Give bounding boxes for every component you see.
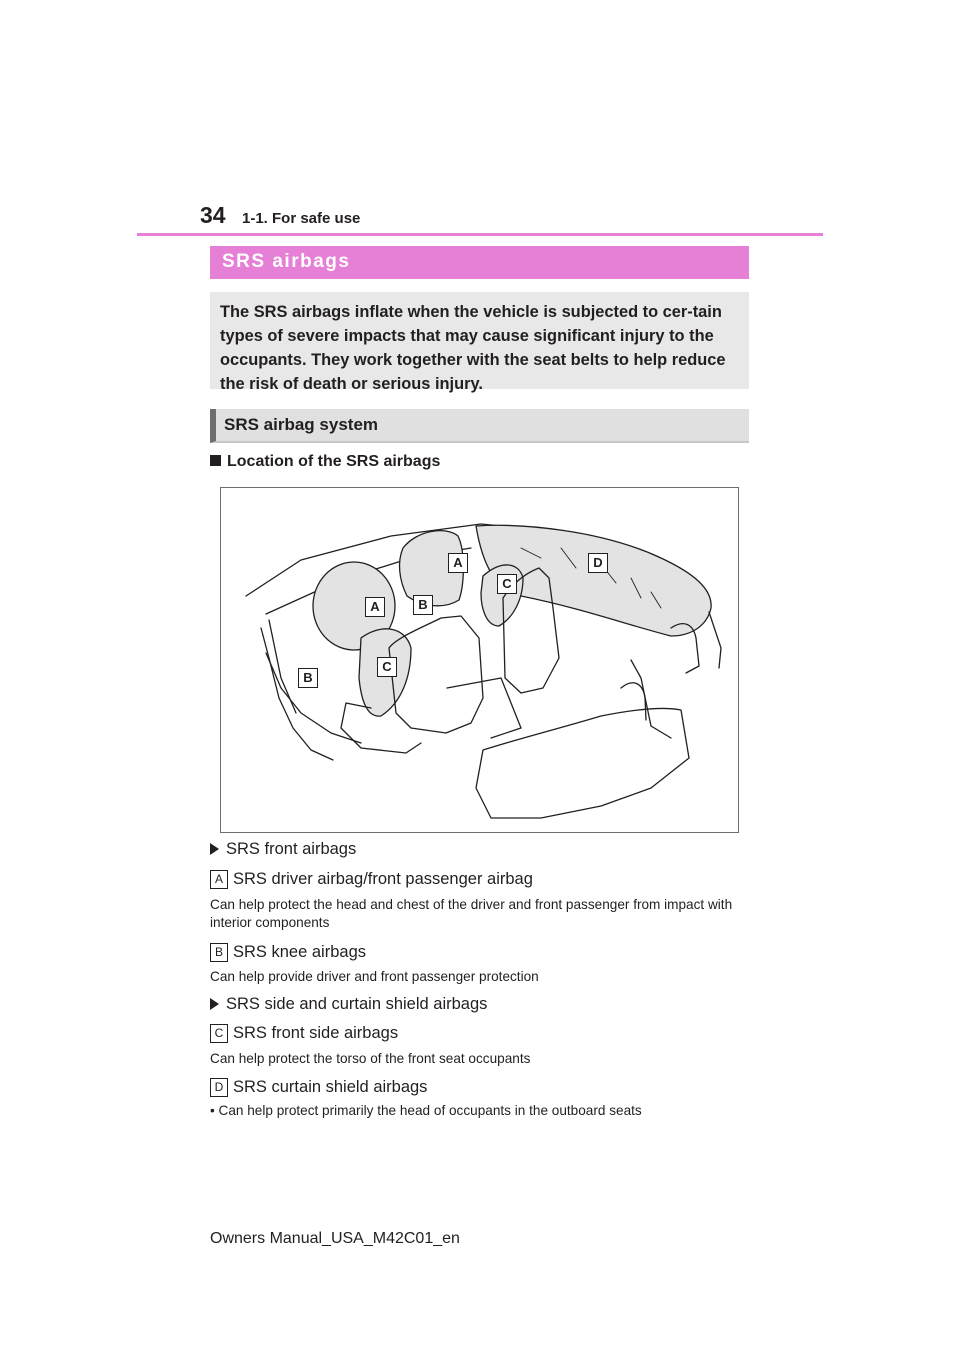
callout-b-passenger: B <box>413 595 433 615</box>
group-heading-text: SRS side and curtain shield airbags <box>226 995 488 1013</box>
location-heading <box>210 453 440 471</box>
triangle-bullet-icon <box>210 843 219 855</box>
group-heading-text: SRS front airbags <box>226 840 357 858</box>
title-bar <box>210 246 749 279</box>
callout-d-curtain: D <box>588 553 608 573</box>
item-a-description: Can help protect the head and chest of the driver and front passenger from impact with interior components <box>210 897 733 930</box>
item-b-description: Can help provide driver and front passenger protection <box>210 969 539 984</box>
group-heading-side <box>210 995 487 1014</box>
callout-c-driver: C <box>377 657 397 677</box>
item-c <box>210 1024 398 1044</box>
item-a-title: SRS driver airbag/front passenger airbag <box>233 870 533 888</box>
item-c-title: SRS front side airbags <box>233 1024 399 1042</box>
footer-text: Owners Manual_USA_M42C01_en <box>210 1230 460 1247</box>
item-c-description: Can help protect the torso of the front seat occupants <box>210 1051 531 1066</box>
letter-a-badge: A <box>210 870 228 889</box>
callout-c-passenger: C <box>497 574 517 594</box>
letter-c-badge: C <box>210 1024 228 1043</box>
section-label: 1-1. For safe use <box>242 210 361 227</box>
item-d-title: SRS curtain shield airbags <box>233 1078 428 1096</box>
intro-box <box>210 292 749 393</box>
callout-b-driver: B <box>298 668 318 688</box>
letter-d-badge: D <box>210 1078 228 1097</box>
callout-a-passenger: A <box>448 553 468 573</box>
car-interior-illustration <box>221 488 740 834</box>
item-a <box>210 870 533 890</box>
page-title: SRS airbags <box>222 251 351 272</box>
letter-b-badge: B <box>210 943 228 962</box>
callout-a-driver: A <box>365 597 385 617</box>
item-b <box>210 943 366 963</box>
square-bullet-icon <box>210 455 221 466</box>
page-number: 34 <box>200 202 226 228</box>
airbag-location-figure <box>220 487 739 833</box>
group-heading-front <box>210 840 356 859</box>
subsection-title: SRS airbag system <box>224 415 379 434</box>
location-heading-text: Location of the SRS airbags <box>227 453 441 470</box>
triangle-bullet-icon <box>210 998 219 1010</box>
header-rule <box>137 233 823 236</box>
subsection-bar <box>210 409 749 443</box>
item-d-description: • Can help protect primarily the head of occupants in the outboard seats <box>210 1103 642 1118</box>
item-b-title: SRS knee airbags <box>233 943 366 961</box>
item-d <box>210 1078 427 1098</box>
intro-text: The SRS airbags inflate when the vehicle is subjected to cer-tain types of severe impacts that may cause significant injury to the occupants. They work together with the seat belts to help reduce the risk of death or serious injury. <box>220 303 726 393</box>
